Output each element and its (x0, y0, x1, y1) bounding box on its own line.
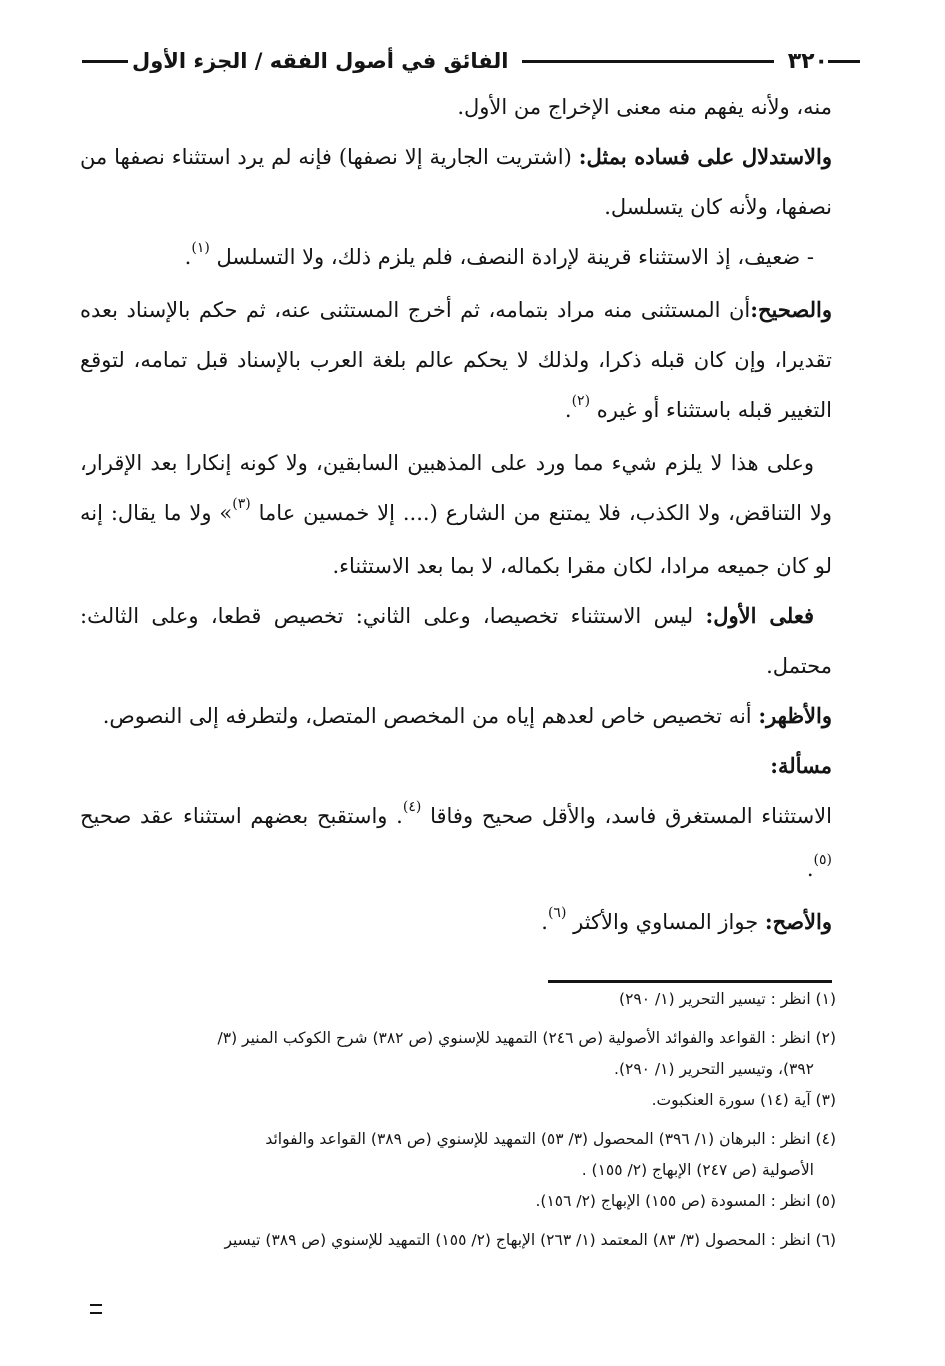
footnote-ref-3[interactable]: (٣) (232, 496, 251, 512)
paragraph-tail: » ولا ما يقال: إنه لو كان جميعه مرادا، لكان مقرا بكماله، لا بما بعد الاستثناء. (80, 501, 832, 578)
paragraph-lead: والاستدلال على فساده بمثل: (578, 144, 832, 169)
paragraph-tail: . (806, 857, 814, 881)
paragraph-4 (80, 285, 832, 438)
paragraph-lead: فعلى الأول: (705, 603, 814, 628)
paragraph-1 (80, 82, 832, 132)
paragraph-lead: والأصح: (764, 909, 832, 934)
paragraph-8 (80, 791, 832, 897)
footnote-ref-4[interactable]: (٤) (402, 799, 422, 815)
paragraph-text: أن المستثنى منه مراد بتمامه، ثم أخرج المستثنى عنه، ثم حكم بالإسناد بعده تقديرا، وإن كان قبله ذكرا، ولذلك لا يحكم عالم بلغة العرب بالإسناد قبل تمامه، لتوقع التغيير قبله باستثناء أو غيره (80, 298, 832, 422)
paragraph-tail: . واستقبح بعضهم استثناء عقد صحيح (80, 804, 403, 828)
book-title: الفائق في أصول الفقه / الجزء الأول (132, 49, 509, 73)
header-rule-left (82, 60, 128, 63)
footnote-4: (٤) انظر : البرهان (١/ ٣٩٦) المحصول (٣/ ٥٣) التمهيد للإسنوي (ص ٣٨٩) القواعد والفوائد (265, 1130, 836, 1148)
paragraph-lead: والصحيح: (750, 297, 832, 322)
continuation-mark (90, 1304, 102, 1314)
main-text (80, 82, 832, 950)
paragraph-tail: . (564, 398, 572, 422)
paragraph-tail: . (541, 910, 548, 934)
footnote-6: (٦) انظر : المحصول (٣/ ٨٣) المعتمد (١/ ٢٦٣) الإبهاج (٢/ ١٥٥) التمهيد للإسنوي (ص ٣٨٩) تيسير (224, 1231, 836, 1249)
footnote-5: (٥) انظر : المسودة (ص ١٥٥) الإبهاج (٢/ ١٥٦). (535, 1192, 836, 1210)
paragraph-2 (80, 132, 832, 232)
footnote-ref-6[interactable]: (٦) (547, 905, 567, 921)
footnote-1: (١) انظر : تيسير التحرير (١/ ٢٩٠) (619, 990, 836, 1008)
footnote-2-continued: ٣٩٢)، وتيسير التحرير (١/ ٢٩٠). (614, 1060, 814, 1078)
footnote-2: (٢) انظر : القواعد والفوائد الأصولية (ص ٢٤٦) التمهيد للإسنوي (ص ٣٨٢) شرح الكوكب المنير (٣/ (217, 1029, 836, 1047)
paragraph-6 (80, 591, 832, 691)
paragraph-text: (اشتريت الجارية إلا نصفها) فإنه لم يرد استثناء نصفها من نصفها، ولأنه كان يتسلسل. (80, 145, 832, 219)
paragraph-3 (80, 232, 832, 285)
paragraph-text: الاستثناء المستغرق فاسد، والأقل صحيح وفاقا (430, 804, 832, 828)
header-rule-middle (522, 60, 773, 63)
running-header (78, 44, 868, 78)
paragraph-text: وعلى هذا لا يلزم شيء مما ورد على المذهبين السابقين، ولا كونه إنكارا بعد الإقرار، ولا التناقض، ولا الكذب، فلا يمتنع من الشارع (.... إلا خمسين عاما (80, 451, 832, 525)
section-heading (80, 741, 832, 791)
header-rule-right (828, 60, 860, 63)
footnote-ref-1[interactable]: (١) (191, 240, 210, 256)
paragraph-tail: . (184, 245, 192, 269)
page-number: ٣٢٠ (787, 48, 828, 74)
paragraph-text: ليس الاستثناء تخصيصا، وعلى الثاني: تخصيص قطعا، وعلى الثالث: محتمل. (80, 604, 832, 678)
paragraph-lead: والأظهر: (758, 703, 832, 728)
footnote-separator (548, 980, 832, 983)
paragraph-9 (80, 897, 832, 950)
section-title: مسألة: (770, 753, 832, 778)
paragraph-text: منه، ولأنه يفهم منه معنى الإخراج من الأول. (457, 95, 832, 119)
paragraph-text: جواز المساوي والأكثر (573, 910, 765, 934)
footnote-3: (٣) آية (١٤) سورة العنكبوت. (651, 1091, 836, 1109)
footnote-ref-5[interactable]: (٥) (813, 852, 832, 868)
footnotes (84, 984, 836, 1256)
paragraph-5 (80, 438, 832, 591)
footnote-ref-2[interactable]: (٢) (571, 393, 591, 409)
paragraph-7 (80, 691, 832, 741)
paragraph-text: أنه تخصيص خاص لعدهم إياه من المخصص المتصل، ولتطرفه إلى النصوص. (102, 704, 759, 728)
footnote-4-continued: الأصولية (ص ٢٤٧) الإبهاج (٢/ ١٥٥) . (581, 1161, 814, 1179)
paragraph-text: - ضعيف، إذ الاستثناء قرينة لإرادة النصف، فلم يلزم ذلك، ولا التسلسل (216, 245, 814, 269)
